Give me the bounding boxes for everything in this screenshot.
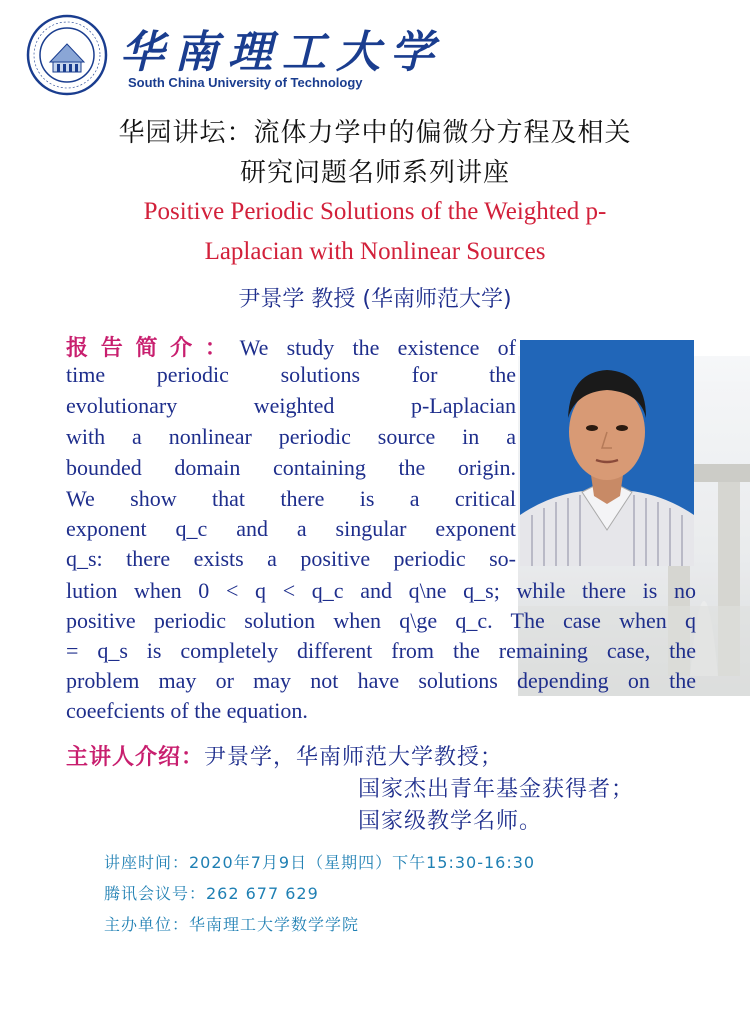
abstract-line bbox=[66, 331, 516, 362]
speaker-name: 尹景学 教授 (华南师范大学) bbox=[238, 287, 512, 312]
abstract-line: evolutionary weighted p-Laplacian bbox=[66, 393, 516, 418]
abstract-line: with a nonlinear periodic source in a bbox=[66, 424, 516, 449]
series-title-line1: 华园讲坛：流体力学中的偏微分方程及相关 bbox=[118, 118, 632, 148]
speaker-intro-text: 尹景学，华南师范大学教授； bbox=[204, 745, 504, 770]
abstract-label: 报告简介： bbox=[66, 336, 240, 361]
abstract-line: coeefcients of the equation. bbox=[66, 698, 308, 723]
abstract-text: We study the existence of bbox=[239, 335, 516, 360]
speaker-intro-label: 主讲人介绍： bbox=[66, 745, 205, 770]
abstract-line: lution when 0 < q < q_c and q\ne q_s; while there is no bbox=[66, 578, 696, 603]
abstract-line: We show that there is a critical bbox=[66, 486, 516, 511]
abstract-line: problem may or may not have solutions depending on the bbox=[66, 668, 696, 693]
speaker-intro-line: 国家杰出青年基金获得者； bbox=[358, 777, 635, 802]
abstract-line: time periodic solutions for the bbox=[66, 362, 516, 387]
speaker-intro-line bbox=[66, 740, 503, 771]
meeting-number: 腾讯会议号：262 677 629 bbox=[104, 884, 319, 903]
speaker-portrait bbox=[520, 340, 694, 566]
abstract-line: exponent q_c and a singular exponent bbox=[66, 516, 516, 541]
talk-title-line1: Positive Periodic Solutions of the Weighted p- bbox=[143, 198, 607, 225]
abstract-line: = q_s is completely different from the remaining case, the bbox=[66, 638, 696, 663]
university-header bbox=[26, 14, 444, 96]
host-organization: 主办单位：华南理工大学数学学院 bbox=[104, 915, 360, 934]
series-title-line2: 研究问题名师系列讲座 bbox=[239, 158, 510, 188]
abstract-line: positive periodic solution when q\ge q_c. The case when q bbox=[66, 608, 696, 633]
abstract-line: q_s: there exists a positive periodic so- bbox=[66, 546, 516, 571]
university-seal-logo bbox=[26, 14, 108, 96]
speaker-photo bbox=[520, 340, 694, 566]
lecture-time: 讲座时间：2020年7月9日（星期四）下午15:30-16:30 bbox=[104, 853, 536, 872]
abstract-line: bounded domain containing the origin. bbox=[66, 455, 516, 480]
university-name-cn: 华南理工大学 bbox=[120, 27, 444, 78]
university-name-en: South China University of Technology bbox=[128, 75, 363, 90]
speaker-intro-line: 国家级教学名师。 bbox=[358, 809, 543, 834]
talk-title-line2: Laplacian with Nonlinear Sources bbox=[204, 238, 546, 265]
